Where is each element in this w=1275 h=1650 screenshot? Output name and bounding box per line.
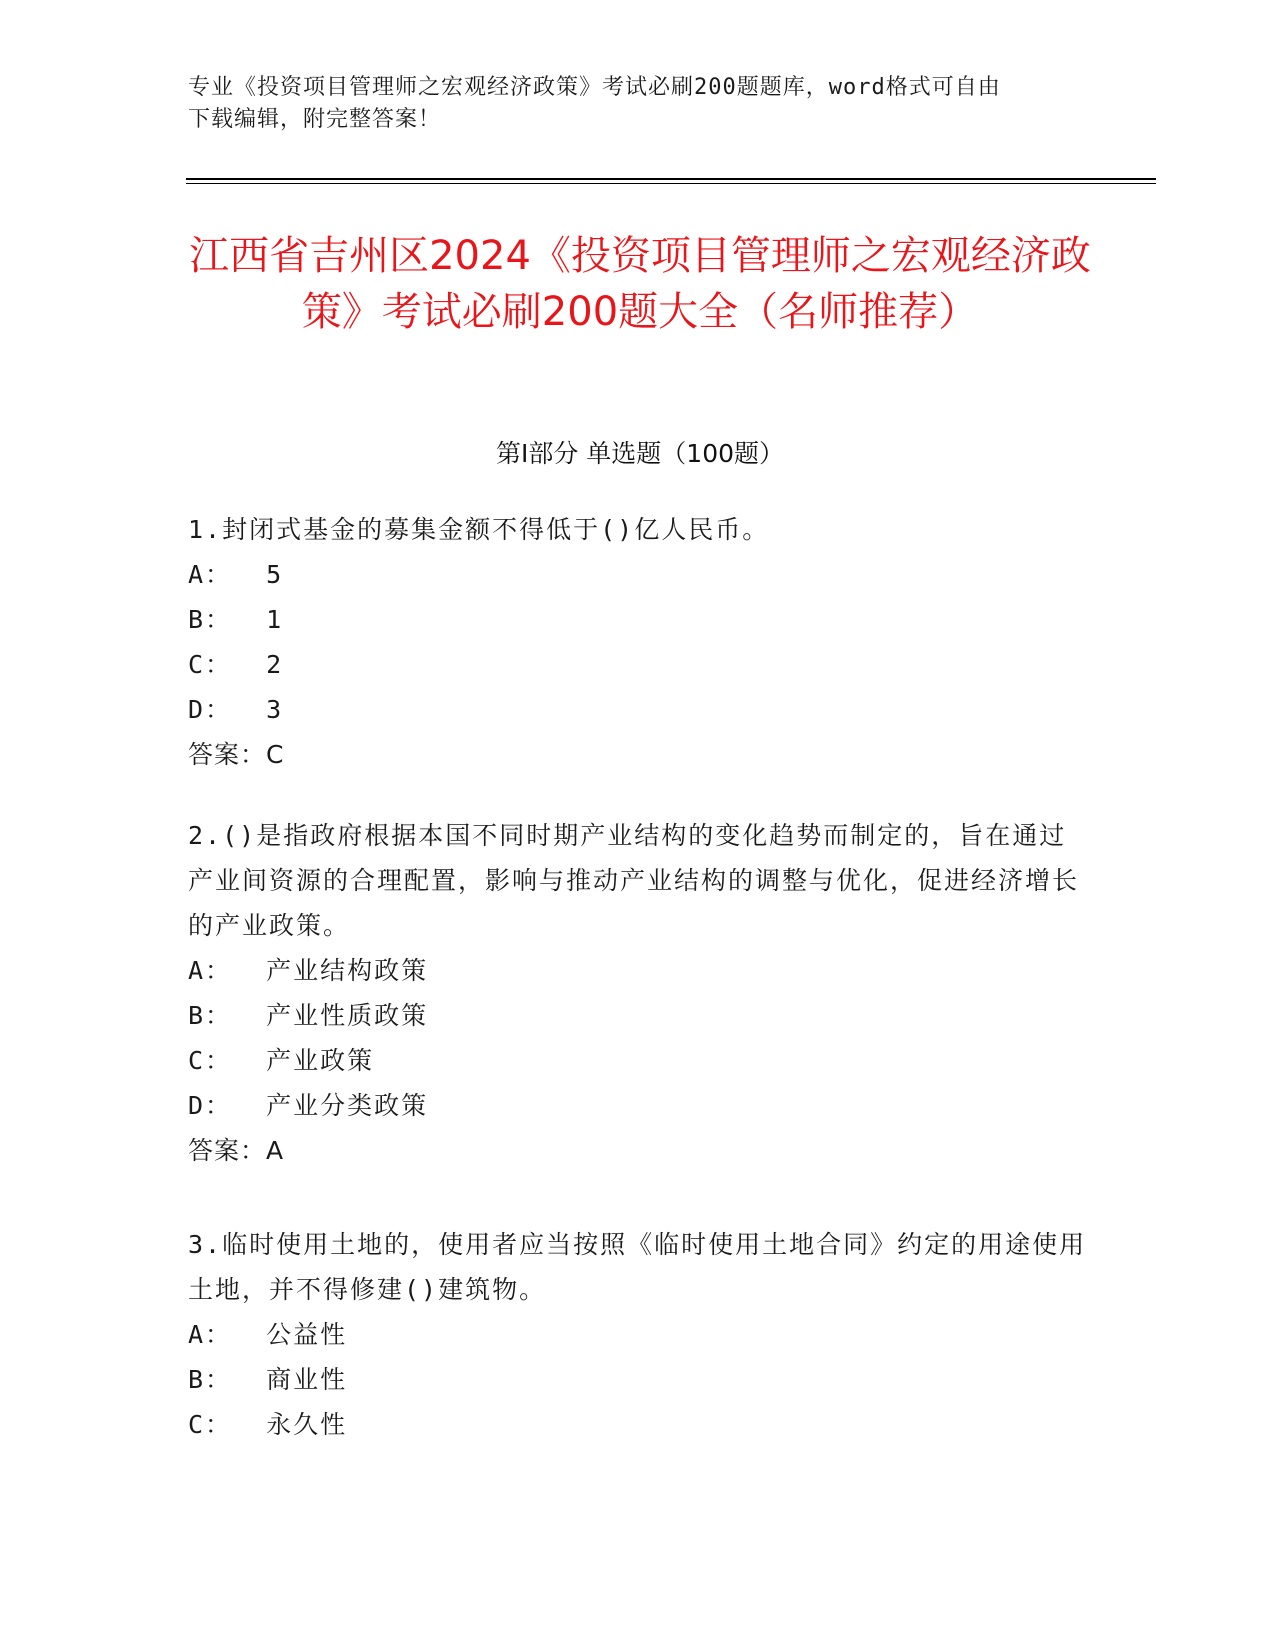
header-note <box>188 72 1088 136</box>
question-option: B： 商业性 <box>188 1365 348 1394</box>
question-option: C： 2 <box>188 650 284 679</box>
question-option: C： 永久性 <box>188 1410 348 1439</box>
question-stem: 1.封闭式基金的募集金额不得低于()亿人民币。 <box>188 515 770 544</box>
document-title: 江西省吉州区2024《投资项目管理师之宏观经济政策》考试必刷200题大全（名师推荐） <box>189 233 1091 335</box>
question-item <box>188 1222 1088 1447</box>
question-stem: 2.()是指政府根据本国不同时期产业结构的变化趋势而制定的，旨在通过产业间资源的合理配置，影响与推动产业结构的调整与优化，促进经济增长的产业政策。 <box>188 821 1080 940</box>
question-option: A： 5 <box>188 560 284 589</box>
question-item <box>188 813 1088 1173</box>
question-option: A： 产业结构政策 <box>188 956 429 985</box>
question-option: C： 产业政策 <box>188 1046 375 1075</box>
question-option: D： 3 <box>188 695 284 724</box>
question-option: A： 公益性 <box>188 1320 348 1349</box>
question-option: B： 1 <box>188 605 284 634</box>
question-option: B： 产业性质政策 <box>188 1001 429 1030</box>
header-note-line-1: 专业《投资项目管理师之宏观经济政策》考试必刷200题题库，word格式可自由 <box>188 75 1001 100</box>
question-answer: 答案：C <box>188 740 285 769</box>
question-item <box>188 507 1088 777</box>
header-divider-thick <box>186 178 1156 180</box>
header-note-line-2: 下载编辑，附完整答案！ <box>188 107 442 132</box>
header-divider-thin <box>186 183 1156 184</box>
section-title: 第Ⅰ部分 单选题（100题） <box>495 439 785 468</box>
question-answer: 答案：A <box>188 1136 285 1165</box>
question-stem: 3.临时使用土地的，使用者应当按照《临时使用土地合同》约定的用途使用土地，并不得修建()建筑物。 <box>188 1230 1087 1304</box>
question-option: D： 产业分类政策 <box>188 1091 429 1120</box>
